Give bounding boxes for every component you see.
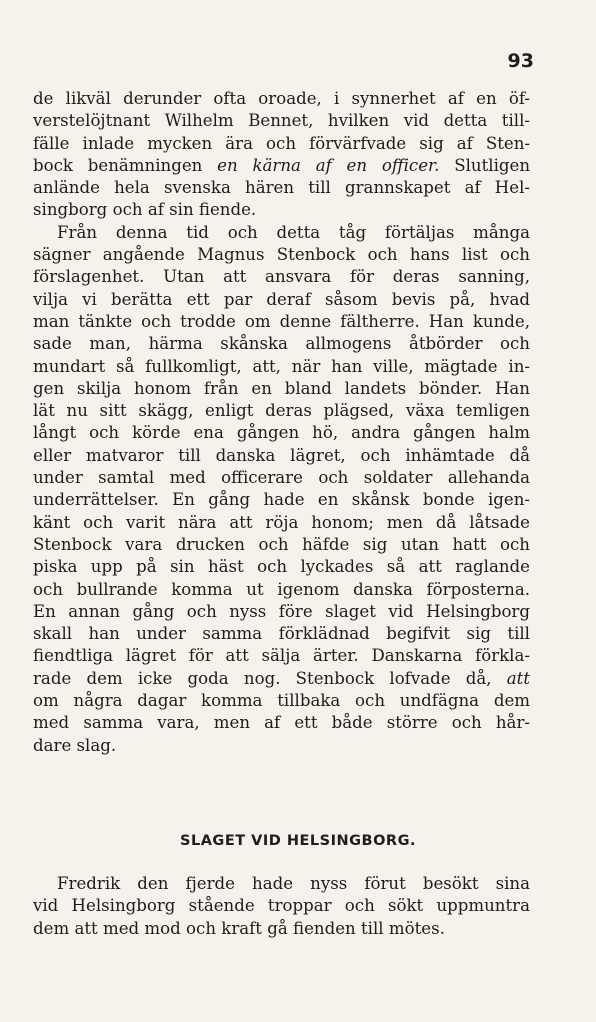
text-line: anlände hela svenska hären till grannskapet af Hel- xyxy=(33,178,530,198)
text-line: vid Helsingborg stående troppar och sökt uppmuntra xyxy=(33,896,530,916)
text-line: långt och körde ena gången hö, andra gången halm xyxy=(33,423,530,443)
main-text-block xyxy=(33,88,530,757)
page-number: 93 xyxy=(507,50,534,72)
text-line: Från denna tid och detta tåg förtäljas många xyxy=(57,222,530,242)
text-line: Stenbock vara drucken och häfde sig utan hatt och xyxy=(33,534,530,554)
text-segment: Slutligen xyxy=(454,155,531,175)
text-line: fälle inlade mycken ära och förvärfvade sig af Sten- xyxy=(33,133,530,153)
text-line xyxy=(33,668,530,690)
text-line: dem att med mod och kraft gå fienden till mötes. xyxy=(33,918,445,938)
text-line: mundart så fullkomligt, att, när han ville, mägtade in- xyxy=(33,356,530,376)
text-line: piska upp på sin häst och lyckades så att raglande xyxy=(33,557,530,577)
text-line: och bullrande komma ut igenom danska förposterna. xyxy=(33,579,530,599)
text-line: vilja vi berätta ett par deraf såsom bevis på, hvad xyxy=(33,289,530,309)
text-line: singborg och af sin fiende. xyxy=(33,200,257,220)
text-segment: bock benämningen xyxy=(33,155,203,175)
italic-line: dare slag. xyxy=(33,735,117,755)
text-line: fiendtliga lägret för att sälja ärter. Danskarna förkla- xyxy=(33,646,530,666)
text-line: eller matvaror till danska lägret, och inhämtade då xyxy=(33,445,530,465)
italic-line: med samma vara, men af ett både större och hår- xyxy=(33,713,530,733)
text-segment: rade dem icke goda nog. Stenbock lofvade då, xyxy=(33,668,492,688)
text-line: skall han under samma förklädnad begifvit sig till xyxy=(33,624,530,644)
text-line: känt och varit nära att röja honom; men då låtsade xyxy=(33,512,530,532)
text-line: sägner angående Magnus Stenbock och hans list och xyxy=(33,245,530,265)
italic-line: om några dagar komma tillbaka och undfägna dem xyxy=(33,691,530,711)
italic-phrase: en kärna af en officer. xyxy=(217,155,440,175)
text-line: verstelöjtnant Wilhelm Bennet, hvilken vid detta till- xyxy=(33,111,530,131)
text-line: En annan gång och nyss före slaget vid Helsingborg xyxy=(33,601,530,621)
italic-phrase: att xyxy=(506,668,530,688)
text-line: Fredrik den fjerde hade nyss förut besökt sina xyxy=(57,874,530,893)
text-line xyxy=(33,155,530,177)
section-text-block xyxy=(33,873,530,940)
text-line: underrättelser. En gång hade en skånsk bonde igen- xyxy=(33,490,530,510)
text-line: de likväl derunder ofta oroade, i synnerhet af en öf- xyxy=(33,89,530,108)
text-line: under samtal med officerare och soldater allehanda xyxy=(33,468,530,488)
text-line: sade man, härma skånska allmogens åtbörder och xyxy=(33,334,530,354)
text-line: man tänkte och trodde om denne fältherre. Han kunde, xyxy=(33,311,530,331)
section-heading: SLAGET VID HELSINGBORG. xyxy=(180,833,416,849)
text-line: förslagenhet. Utan att ansvara för deras sanning, xyxy=(33,267,530,287)
text-line: gen skilja honom från en bland landets bönder. Han xyxy=(33,378,530,398)
text-line: lät nu sitt skägg, enligt deras plägsed, växa temligen xyxy=(33,401,530,421)
